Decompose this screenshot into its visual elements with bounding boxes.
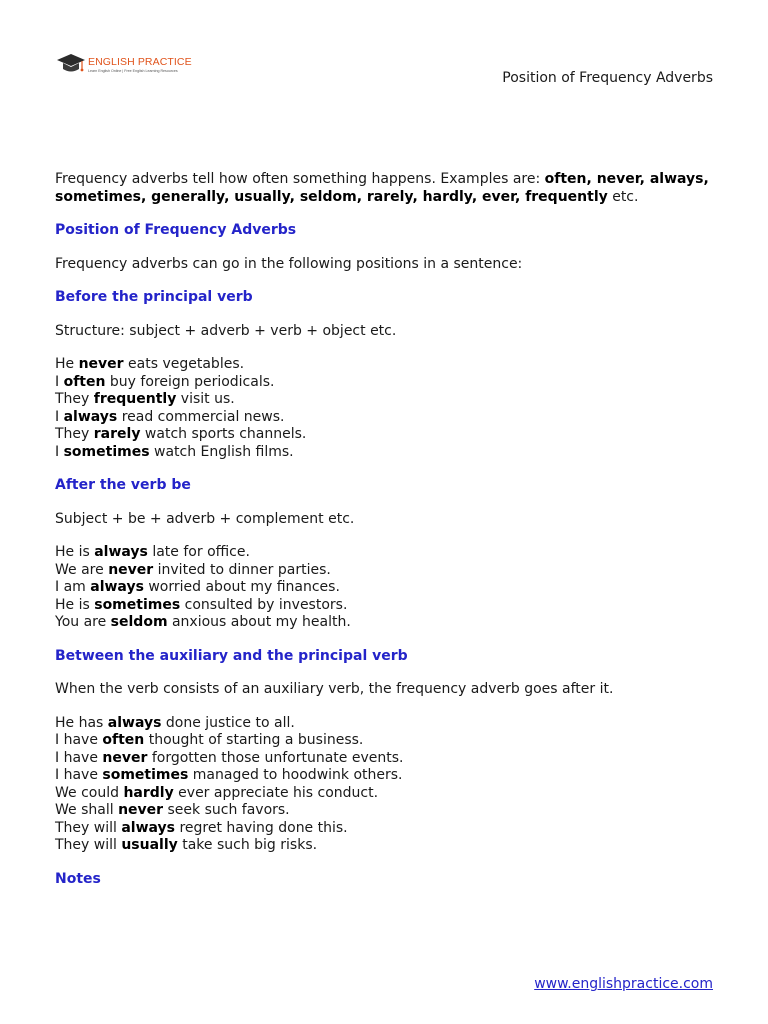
example-sentence xyxy=(55,614,720,632)
example-pre: I am xyxy=(55,579,91,595)
section-heading-notes: Notes xyxy=(55,870,101,887)
example-adverb: sometimes xyxy=(94,596,181,613)
section-be-examples xyxy=(55,544,720,632)
example-adverb: often xyxy=(102,732,145,748)
example-post: take such big risks. xyxy=(177,837,318,853)
example-post: ever appreciate his conduct. xyxy=(173,784,379,801)
example-adverb: never xyxy=(118,802,164,818)
example-pre: They will xyxy=(55,819,122,836)
example-adverb: usually xyxy=(121,837,178,853)
example-sentence xyxy=(55,785,720,803)
example-post: watch sports channels. xyxy=(140,426,307,442)
example-adverb: always xyxy=(121,819,175,836)
example-pre: He is xyxy=(55,544,95,560)
example-post: consulted by investors. xyxy=(180,596,348,613)
example-sentence xyxy=(55,579,720,597)
example-adverb: never xyxy=(108,561,154,578)
example-post: buy foreign periodicals. xyxy=(105,373,275,390)
section-before-structure: Structure: subject + adverb + verb + object etc. xyxy=(55,322,397,339)
example-post: watch English films. xyxy=(149,443,294,460)
example-pre: I xyxy=(55,408,64,425)
example-post: regret having done this. xyxy=(175,819,348,836)
example-pre: I have xyxy=(55,732,103,748)
intro-examples: often, never, always, sometimes, generally, usually, seldom, rarely, hardly, ever, frequently xyxy=(55,171,709,205)
example-post: visit us. xyxy=(176,391,235,407)
section-heading-main: Position of Frequency Adverbs xyxy=(55,222,297,238)
example-post: anxious about my health. xyxy=(167,614,351,630)
example-adverb: often xyxy=(63,373,106,390)
example-pre: They will xyxy=(55,837,122,853)
example-sentence xyxy=(55,356,720,374)
example-pre: We are xyxy=(55,561,109,578)
example-pre: They xyxy=(55,391,94,407)
example-pre: I xyxy=(55,373,64,390)
example-sentence xyxy=(55,837,720,855)
section-heading-aux: Between the auxiliary and the principal verb xyxy=(55,647,408,664)
example-post: thought of starting a business. xyxy=(144,732,364,748)
example-sentence xyxy=(55,802,720,820)
example-sentence xyxy=(55,767,720,785)
logo-name: ENGLISH PRACTICE xyxy=(88,56,192,68)
example-sentence xyxy=(55,426,720,444)
example-post: late for office. xyxy=(147,544,250,560)
example-sentence xyxy=(55,374,720,392)
website-link[interactable]: www.englishpractice.com xyxy=(534,976,713,992)
graduation-cap-icon xyxy=(56,52,86,76)
example-adverb: never xyxy=(102,749,148,766)
example-sentence xyxy=(55,391,720,409)
section-before-examples xyxy=(55,356,720,461)
example-sentence xyxy=(55,444,720,462)
example-sentence xyxy=(55,750,720,768)
intro-text: Frequency adverbs tell how often something happens. Examples are: xyxy=(55,171,545,187)
section-heading-be: After the verb be xyxy=(55,477,191,493)
example-adverb: always xyxy=(63,408,118,425)
example-adverb: sometimes xyxy=(63,443,150,460)
example-pre: He has xyxy=(55,714,108,731)
example-adverb: rarely xyxy=(93,426,141,442)
example-post: done justice to all. xyxy=(161,714,295,731)
example-pre: I xyxy=(55,443,64,460)
section-be-structure: Subject + be + adverb + complement etc. xyxy=(55,510,355,527)
example-sentence xyxy=(55,544,720,562)
example-adverb: always xyxy=(107,714,162,731)
example-sentence xyxy=(55,715,720,733)
example-sentence xyxy=(55,732,720,750)
example-pre: We shall xyxy=(55,802,119,818)
example-adverb: sometimes xyxy=(102,767,189,783)
example-pre: We could xyxy=(55,784,124,801)
example-adverb: frequently xyxy=(93,391,177,407)
example-adverb: always xyxy=(90,579,144,595)
intro-paragraph xyxy=(55,171,720,206)
example-adverb: always xyxy=(94,544,148,560)
page-footer xyxy=(534,976,713,992)
example-post: worried about my finances. xyxy=(143,579,340,595)
example-sentence xyxy=(55,597,720,615)
example-post: forgotten those unfortunate events. xyxy=(147,749,404,766)
example-post: eats vegetables. xyxy=(123,356,245,372)
example-pre: I have xyxy=(55,749,103,766)
logo-tagline: Learn English Online | Free English Learning Resources xyxy=(88,68,178,73)
page-header xyxy=(56,50,713,90)
example-sentence xyxy=(55,562,720,580)
example-pre: I have xyxy=(55,767,103,783)
example-adverb: hardly xyxy=(123,784,174,801)
example-post: seek such favors. xyxy=(163,802,290,818)
section-heading-before: Before the principal verb xyxy=(55,289,253,305)
example-post: managed to hoodwink others. xyxy=(188,767,403,783)
example-pre: He is xyxy=(55,596,95,613)
section-aux-examples xyxy=(55,715,720,855)
intro-tail: etc. xyxy=(607,188,639,205)
example-sentence xyxy=(55,820,720,838)
example-adverb: never xyxy=(78,356,124,372)
example-pre: You are xyxy=(55,614,111,630)
section-main-text: Frequency adverbs can go in the following positions in a sentence: xyxy=(55,255,523,272)
example-pre: They xyxy=(55,426,94,442)
section-aux-structure: When the verb consists of an auxiliary verb, the frequency adverb goes after it. xyxy=(55,681,614,697)
logo xyxy=(56,52,192,76)
example-adverb: seldom xyxy=(110,614,168,630)
example-sentence xyxy=(55,409,720,427)
header-title: Position of Frequency Adverbs xyxy=(502,70,713,86)
example-post: read commercial news. xyxy=(117,408,285,425)
document-body xyxy=(55,171,720,888)
example-post: invited to dinner parties. xyxy=(153,561,331,578)
example-pre: He xyxy=(55,356,79,372)
